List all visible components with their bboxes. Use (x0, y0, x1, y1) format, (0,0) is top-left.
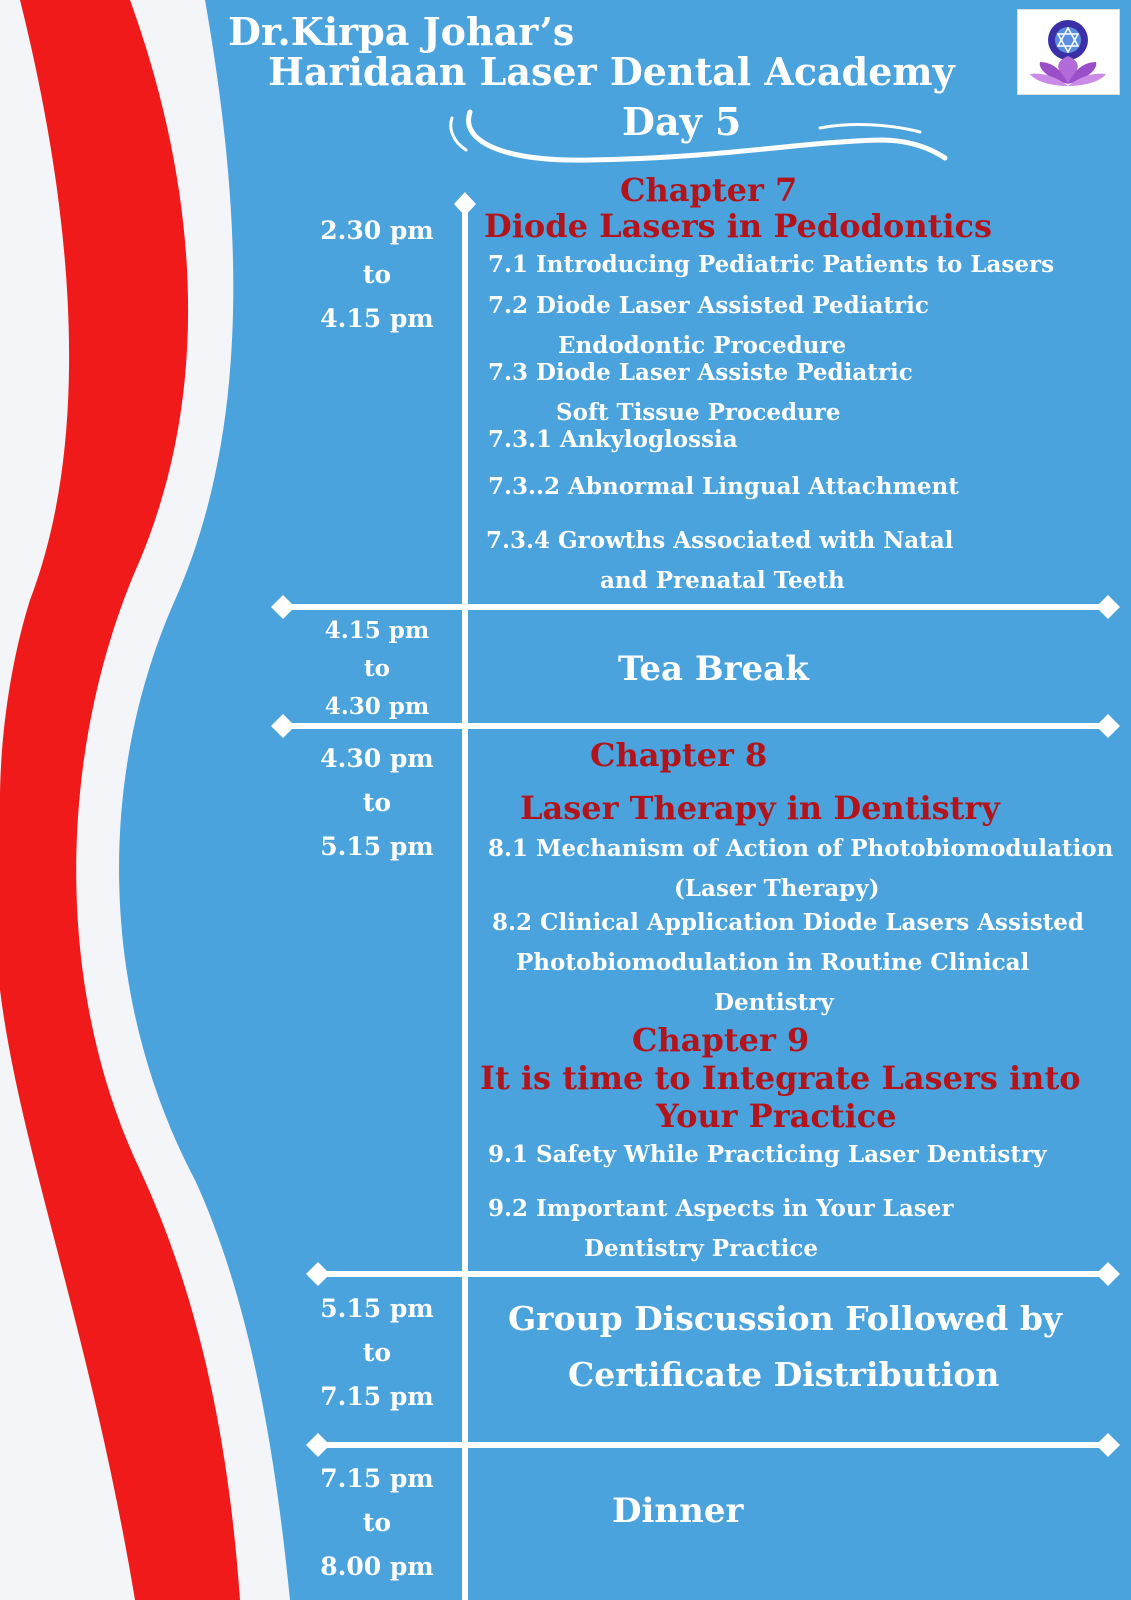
chapter7-item: 7.3.1 Ankyloglossia (488, 426, 738, 453)
chapter8-item: (Laser Therapy) (674, 875, 880, 902)
academy-name: Haridaan Laser Dental Academy (268, 49, 955, 94)
slot1-to: to (362, 260, 392, 289)
chapter7-item: 7.2 Diode Laser Assisted Pediatric (488, 292, 929, 319)
slot1-end-time: 4.15 pm (320, 304, 434, 333)
tea-break-label: Tea Break (618, 649, 809, 689)
slot3-end-time: 5.15 pm (320, 832, 434, 861)
dinner-label: Dinner (612, 1491, 744, 1531)
chapter7-item: Endodontic Procedure (558, 332, 847, 359)
lotus-mandala-icon (1018, 10, 1119, 94)
slot5-to: to (362, 1508, 392, 1537)
chapter7-title: Diode Lasers in Pedodontics (484, 207, 993, 245)
chapter7-label: Chapter 7 (620, 171, 798, 209)
slot2-to: to (364, 655, 390, 682)
chapter7-item: 7.3 Diode Laser Assiste Pediatric (488, 359, 913, 386)
chapter9-item: 9.2 Important Aspects in Your Laser (488, 1195, 954, 1222)
chapter7-item: 7.3..2 Abnormal Lingual Attachment (488, 473, 959, 500)
slot4-to: to (362, 1338, 392, 1367)
chapter7-item: 7.3.4 Growths Associated with Natal (486, 527, 954, 554)
chapter8-item: 8.2 Clinical Application Diode Lasers Assisted (492, 909, 1084, 936)
chapter9-item: 9.1 Safety While Practicing Laser Dentistry (488, 1141, 1047, 1168)
group-discussion-line2: Certificate Distribution (568, 1355, 1000, 1394)
chapter8-item: Dentistry (714, 989, 834, 1016)
slot1-start-time: 2.30 pm (320, 216, 434, 245)
slot5-start-time: 7.15 pm (320, 1464, 434, 1493)
slot3-to: to (362, 788, 392, 817)
chapter9-item: Dentistry Practice (584, 1235, 819, 1262)
chapter7-item: 7.1 Introducing Pediatric Patients to Lasers (488, 251, 1055, 278)
chapter9-title: It is time to Integrate Lasers into (480, 1059, 1081, 1097)
chapter8-label: Chapter 8 (590, 736, 768, 774)
slot3-start-time: 4.30 pm (320, 744, 434, 773)
header-line1: Dr.Kirpa Johar’s (228, 9, 575, 54)
chapter8-title: Laser Therapy in Dentistry (520, 789, 1000, 827)
slot4-end-time: 7.15 pm (320, 1382, 434, 1411)
chapter8-item: 8.1 Mechanism of Action of Photobiomodulation (488, 835, 1114, 862)
chapter9-title-line2: Your Practice (656, 1097, 897, 1135)
chapter7-item: and Prenatal Teeth (600, 567, 845, 594)
group-discussion-line1: Group Discussion Followed by (508, 1299, 1063, 1338)
day-label: Day 5 (622, 99, 742, 144)
slot5-end-time: 8.00 pm (320, 1552, 434, 1581)
chapter8-item: Photobiomodulation in Routine Clinical (516, 949, 1030, 976)
chapter7-item: Soft Tissue Procedure (556, 399, 841, 426)
slot2-start-time: 4.15 pm (324, 617, 430, 644)
chapter9-label: Chapter 9 (632, 1021, 810, 1059)
slot4-start-time: 5.15 pm (320, 1294, 434, 1323)
slot2-end-time: 4.30 pm (324, 693, 430, 720)
logo (1017, 9, 1120, 95)
